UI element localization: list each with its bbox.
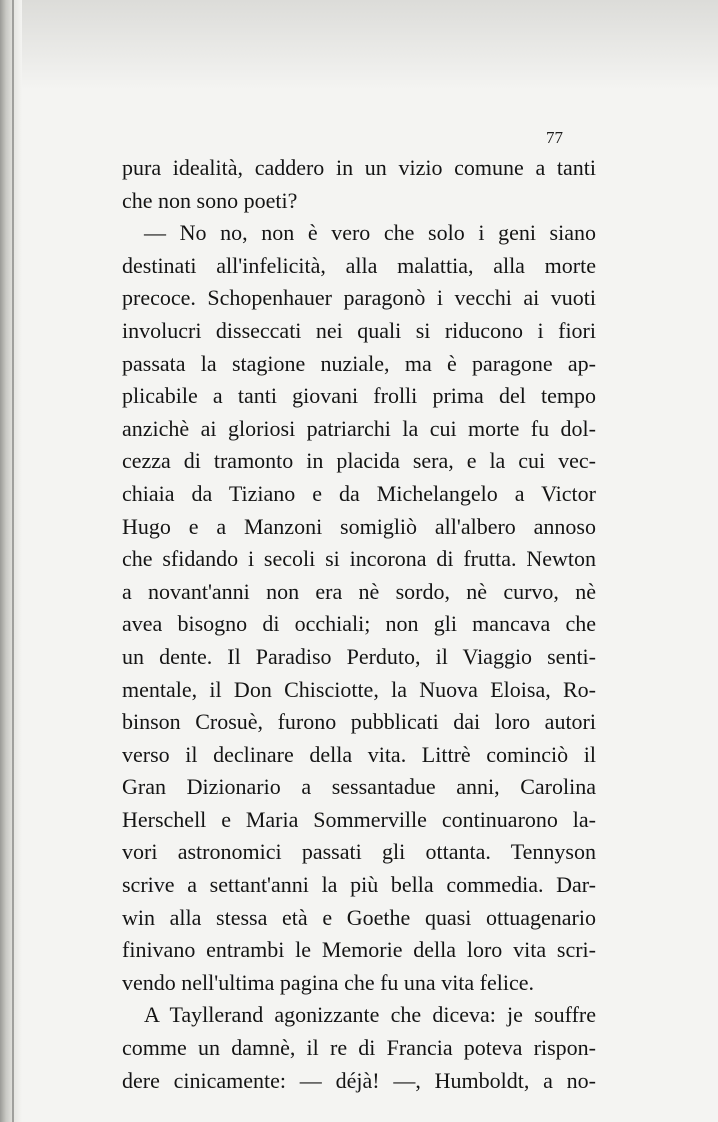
page-top-shading bbox=[0, 0, 718, 90]
text-line: chiaia da Tiziano e da Michelangelo a Victor bbox=[122, 480, 596, 506]
binding-edge bbox=[0, 0, 22, 1122]
text-line: vendo nell'ultima pagina che fu una vita felice. bbox=[122, 969, 535, 995]
text-line: finivano entrambi le Memorie della loro vita scri- bbox=[122, 937, 596, 963]
text-line: anzichè ai gloriosi patriarchi la cui morte fu dol- bbox=[122, 415, 596, 441]
text-line: verso il declinare della vita. Littrè cominciò il bbox=[122, 741, 596, 767]
text-line: win alla stessa età e Goethe quasi ottuagenario bbox=[122, 904, 596, 930]
binding-line bbox=[12, 0, 14, 1122]
text-line: scrive a settant'anni la più bella commedia. Dar- bbox=[122, 872, 596, 898]
text-line: precoce. Schopenhauer paragonò i vecchi ai vuoti bbox=[122, 285, 596, 311]
page-number: 77 bbox=[546, 128, 563, 147]
text-line: — No no, non è vero che solo i geni siano bbox=[144, 220, 596, 246]
text-line: plicabile a tanti giovani frolli prima del tempo bbox=[122, 383, 596, 409]
text-line: Gran Dizionario a sessantadue anni, Carolina bbox=[122, 774, 596, 800]
text-line: cezza di tramonto in placida sera, e la cui vec- bbox=[122, 448, 596, 474]
text-line: Hugo e a Manzoni somigliò all'albero annoso bbox=[122, 513, 596, 539]
text-line: binson Crosuè, furono pubblicati dai loro autori bbox=[122, 709, 596, 735]
text-line: a novant'anni non era nè sordo, nè curvo, nè bbox=[122, 578, 596, 604]
text-line: Herschell e Maria Sommerville continuarono la- bbox=[122, 806, 596, 832]
body-text bbox=[122, 152, 596, 1097]
text-line: dere cinicamente: — déjà! —, Humboldt, a no- bbox=[122, 1067, 596, 1093]
text-line: che sfidando i secoli si incorona di frutta. Newton bbox=[122, 546, 596, 572]
text-line: avea bisogno di occhiali; non gli mancava che bbox=[122, 611, 596, 637]
text-line: mentale, il Don Chisciotte, la Nuova Eloisa, Ro- bbox=[122, 676, 596, 702]
text-line: A Tayllerand agonizzante che diceva: je souffre bbox=[144, 1002, 596, 1028]
text-line: destinati all'infelicità, alla malattia, alla morte bbox=[122, 252, 596, 278]
text-line: comme un damnè, il re di Francia poteva rispon- bbox=[122, 1035, 596, 1061]
text-line: un dente. Il Paradiso Perduto, il Viaggio senti- bbox=[122, 643, 596, 669]
text-line: vori astronomici passati gli ottanta. Tennyson bbox=[122, 839, 596, 865]
text-line: che non sono poeti? bbox=[122, 187, 298, 213]
text-line: passata la stagione nuziale, ma è paragone ap- bbox=[122, 350, 596, 376]
text-line: pura idealità, caddero in un vizio comune a tanti bbox=[122, 155, 596, 180]
text-line: involucri disseccati nei quali si riducono i fiori bbox=[122, 317, 596, 343]
